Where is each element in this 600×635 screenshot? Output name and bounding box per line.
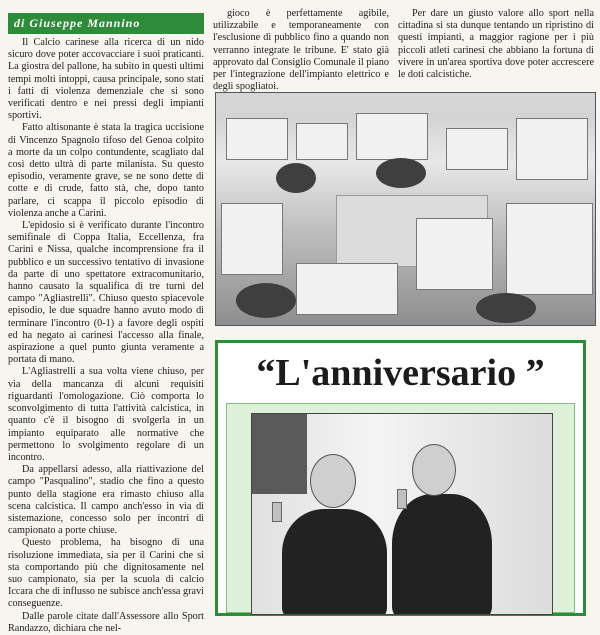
sky-strip [216, 93, 595, 113]
couple-photo [251, 413, 553, 615]
building [506, 203, 593, 295]
wine-glass [397, 489, 407, 509]
right-paragraph: Per dare un giusto valore allo sport nella cittadina si sta dunque tentando un ripristino di questi impianti, a maggior ragione per i più piccoli atleti carinesi che abbiano la fortuna di vivere in un'area sportiva dove poter accrescere le doti calcistiche. [398, 8, 594, 81]
building [221, 203, 283, 275]
building [356, 113, 428, 160]
tree [236, 283, 296, 318]
aerial-photo [215, 92, 596, 326]
woman-head [310, 454, 356, 508]
author-byline: di Giuseppe Mannino [8, 13, 204, 34]
building [296, 123, 348, 160]
middle-paragraph: gioco è perfettamente agibile, utilizzabile e temporaneamente con l'esclusione di pubblico fino a quando non verranno integrate le tribune. E' stato già approvato dal Consiglio Comunale il piano per l'integrazione dell'impianto elettrico e degli spogliatoi. [213, 8, 389, 93]
building [446, 128, 508, 170]
tree [376, 158, 426, 188]
tree [476, 293, 536, 323]
paragraph-6: Questo problema, ha bisogno di una risoluzione immediata, sia per il Carini che si sta comportando più che dignitosamente nel suo campionato, sia per la scuola di calcio Iccara che di influsso ne subisce anch'essa gravi conseguenze. [8, 537, 204, 610]
middle-column [213, 0, 389, 93]
paragraph-3: L'epidosio si è verificato durante l'incontro semifinale di Coppa Italia, Eccellenza, fra Carini e Nissa, qualche incomprensione fra il pubblico e un successivo tentativo di invasione da parte di uno spettatore extracomunitario, hanno causato la squalifica di tre turni del campo "Agliastrelli". Chiuso questo spiacevole episodio, le due squadre hanno avuto modo di terminare l'incontro (0-1) a favore degli ospiti ed ha negato ai carinesi l'accesso alla finale, aspirazione a quel punto giunta veramente a portata di mano. [8, 220, 204, 366]
right-column [398, 0, 594, 81]
building [416, 218, 493, 290]
woman-figure [282, 509, 387, 615]
man-figure [392, 494, 492, 615]
paragraph-5: Da appellarsi adesso, alla riattivazione del campo "Pasqualino", stadio che fino a questo punto della stagione era rimasto chiuso alla scena calcistica. Il campo anch'esso in via di sistemazione, concesso solo per incontri di campionato a porte chiuse. [8, 464, 204, 537]
paragraph-2: Fatto altisonante è stata la tragica uccisione di Vincenzo Spagnolo tifoso del Genoa colpito a morte da un colpo contundente, scagliato dal così detto ultrà di parte milanista. Su questo episodio, veramente grave, se ne sono dette di cotte e di crude, fatto stà, che, dopo tanto parlare, ci scappa il piccolo episodio di violenza anche a Carini. [8, 122, 204, 219]
man-head [412, 444, 456, 496]
anniversary-title: “L'anniversario ” [256, 352, 545, 394]
paragraph-1: Il Calcio carinese alla ricerca di un nido sicuro dove poter accovacciare i suoi praticanti. La giostra del pallone, ha subito in questi ultimi tempi molti intoppi, causa principale, sono stati i fatti di violenza demenziale che si sono verificati dentro e nei pressi degli impianti sportivi. [8, 37, 204, 122]
flowers [252, 414, 307, 494]
left-column [8, 0, 204, 635]
wine-glass [272, 502, 282, 522]
building [296, 263, 398, 315]
tree [276, 163, 316, 193]
paragraph-7: Dalle parole citate dall'Assessore allo Sport Randazzo, dichiara che nel- [8, 610, 204, 634]
anniversary-box [215, 340, 586, 616]
paragraph-4: L'Agliastrelli a sua volta viene chiuso, per via della mancanza di alcuni requisiti riguardanti l'omologazione. Ciò comporta lo sconvolgimento di tutta l'attività calcistica, in quanto c'è il bisogno di svolgerla in un impianto equiparato alle normative che permettono lo svolgimento regolare di un incontro. [8, 366, 204, 463]
building [516, 118, 588, 180]
building [226, 118, 288, 160]
